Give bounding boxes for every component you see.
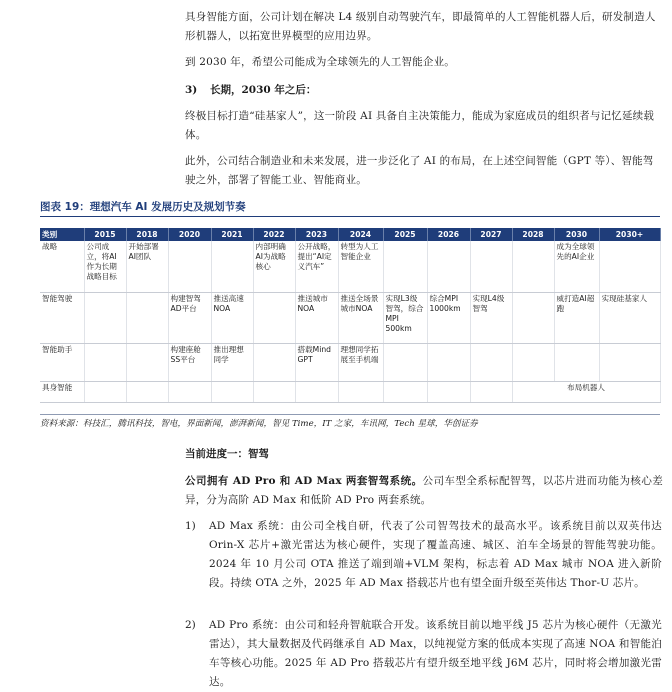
table-cell: 推出理想同学: [211, 344, 253, 382]
header-2015: 2015: [84, 228, 126, 241]
header-2018: 2018: [126, 228, 168, 241]
header-2028: 2028: [512, 228, 554, 241]
table-cell: [470, 382, 512, 403]
table-cell: [338, 382, 383, 403]
long-term-number: 3): [185, 84, 198, 96]
table-cell: 推送高速NOA: [211, 293, 253, 344]
table-cell: 实现L4级智驾: [470, 293, 512, 344]
row-category: 智能助手: [40, 344, 84, 382]
table-cell: 构建座舱SS平台: [168, 344, 211, 382]
table-cell: [470, 344, 512, 382]
table-cell: [554, 344, 599, 382]
ai-roadmap-table: [40, 228, 661, 403]
table-cell: [512, 293, 554, 344]
list-number-1: 1): [185, 520, 196, 532]
table-cell: [211, 382, 253, 403]
row-category: 战略: [40, 241, 84, 293]
table-row-strategy: [40, 241, 660, 293]
table-cell: [470, 241, 512, 293]
table-cell: 推送全场景城市NOA: [338, 293, 383, 344]
table-cell: 公开战略，提出“AI定义汽车”: [295, 241, 338, 293]
table-cell: [599, 241, 660, 293]
table-cell: [599, 344, 660, 382]
table-cell: 实现L3级智驾，综合MPI 500km: [383, 293, 427, 344]
ad-intro-rest: 公司车型全系标配智驾，以芯片进而功能为核心差异，分为高阶 AD Max 和低阶 AD Pro 两套系统。: [185, 475, 663, 506]
table-cell: 成为全球领先的AI企业: [554, 241, 599, 293]
header-2021: 2021: [211, 228, 253, 241]
header-2027: 2027: [470, 228, 512, 241]
list-item-ad-max: AD Max 系统：由公司全栈自研，代表了公司智驾技术的最高水平。该系统目前以双英伟达 Orin-X 芯片+激光雷达为核心硬件，实现了覆盖高速、城区、泊车全场景的智能驾驶功能。2024 年 10 月公司 OTA 推送了端到端+VLM 架构，标志着 AD Max 城市 NOA 进入新阶段。持续 OTA 之外，2025 年 AD Max 搭载芯片也有望全面升级至英伟达 Thor-U 芯片。: [209, 520, 662, 589]
table-cell: [512, 241, 554, 293]
table-cell: [253, 382, 295, 403]
table-cell: [126, 344, 168, 382]
table-cell: 内部明确AI为战略核心: [253, 241, 295, 293]
table-cell: [168, 241, 211, 293]
table-row-driving: [40, 293, 660, 344]
table-row-assistant: [40, 344, 660, 382]
table-cell: 搭载Mind GPT: [295, 344, 338, 382]
paragraph-silicon-family: 终极目标打造“硅基家人”，这一阶段 AI 具备自主决策能力，能成为家庭成员的组织者与记忆延续载体。: [185, 110, 655, 141]
table-cell: [126, 382, 168, 403]
table-header-row: [40, 228, 660, 241]
row-category: 具身智能: [40, 382, 84, 403]
table-cell: [211, 241, 253, 293]
header-2024: 2024: [338, 228, 383, 241]
paragraph-ai-layout: 此外，公司结合制造业和未来发展，进一步泛化了 AI 的布局，在上述空间智能（GPT 等）、智能驾驶之外，部署了智能工业、智能商业。: [185, 155, 654, 186]
table-cell: 威打造AI超跑: [554, 293, 599, 344]
table-cell: [84, 382, 126, 403]
header-2030-plus: 2030+: [599, 228, 660, 241]
header-2022: 2022: [253, 228, 295, 241]
list-number-2: 2): [185, 619, 196, 631]
table-cell: 转型为人工智能企业: [338, 241, 383, 293]
table-cell: [295, 382, 338, 403]
table-cell: 开始部署AI团队: [126, 241, 168, 293]
table-cell: [168, 382, 211, 403]
table-cell: 推送城市NOA: [295, 293, 338, 344]
table-cell: [253, 344, 295, 382]
long-term-heading: 长期，2030 年之后：: [210, 84, 317, 96]
source-note: 资料来源：科技汇，腾讯科技，智电，界面新闻，澎湃新闻，智见 Time，IT 之家，车讯网，Tech 星球，华创证券: [40, 414, 660, 430]
table-cell: [84, 293, 126, 344]
table-cell: 理想同学拓展至手机端: [338, 344, 383, 382]
table-cell: [427, 382, 470, 403]
table-row-embodied: [40, 382, 660, 403]
header-category: 类别: [40, 228, 84, 241]
table-cell: 综合MPI 1000km: [427, 293, 470, 344]
table-cell: [383, 344, 427, 382]
paragraph-ad-intro: [185, 472, 663, 510]
header-2025: 2025: [383, 228, 427, 241]
row-category: 智能驾驶: [40, 293, 84, 344]
section-title: 当前进度一：智驾: [185, 448, 269, 460]
table-cell: [427, 241, 470, 293]
table-cell: [427, 344, 470, 382]
table-cell: 构建智驾AD平台: [168, 293, 211, 344]
table-cell: [126, 293, 168, 344]
table-cell: [383, 241, 427, 293]
header-2026: 2026: [427, 228, 470, 241]
paragraph-embodied: 具身智能方面，公司计划在解决 L4 级别自动驾驶汽车，即最简单的人工智能机器人后，研发制造人形机器人，以拓宽世界模型的应用边界。: [185, 11, 656, 42]
table-cell: [512, 344, 554, 382]
table-cell: 实现硅基家人: [599, 293, 660, 344]
table-cell-robot: 布局机器人: [512, 382, 660, 403]
figure-title: 图表 19：理想汽车 AI 发展历史及规划节奏: [40, 200, 660, 217]
header-2030: 2030: [554, 228, 599, 241]
header-2020: 2020: [168, 228, 211, 241]
table-cell: 公司成立，将AI作为长期战略目标: [84, 241, 126, 293]
table-cell: [84, 344, 126, 382]
ad-intro-bold: 公司拥有 AD Pro 和 AD Max 两套智驾系统。: [185, 475, 423, 487]
table-cell: [383, 382, 427, 403]
header-2023: 2023: [295, 228, 338, 241]
table-cell: [253, 293, 295, 344]
list-item-ad-pro: AD Pro 系统：由公司和轻舟智航联合开发。该系统目前以地平线 J5 芯片为核心硬件（无激光雷达），其大量数据及代码继承自 AD Max，以纯视觉方案的低成本实现了高速 NOA 和智能泊车等核心功能。2025 年 AD Pro 搭载芯片有望升级至地平线 J6M 芯片，同时将会增加激光雷达。: [209, 619, 662, 688]
paragraph-2030-goal: 到 2030 年，希望公司能成为全球领先的人工智能企业。: [185, 56, 455, 68]
